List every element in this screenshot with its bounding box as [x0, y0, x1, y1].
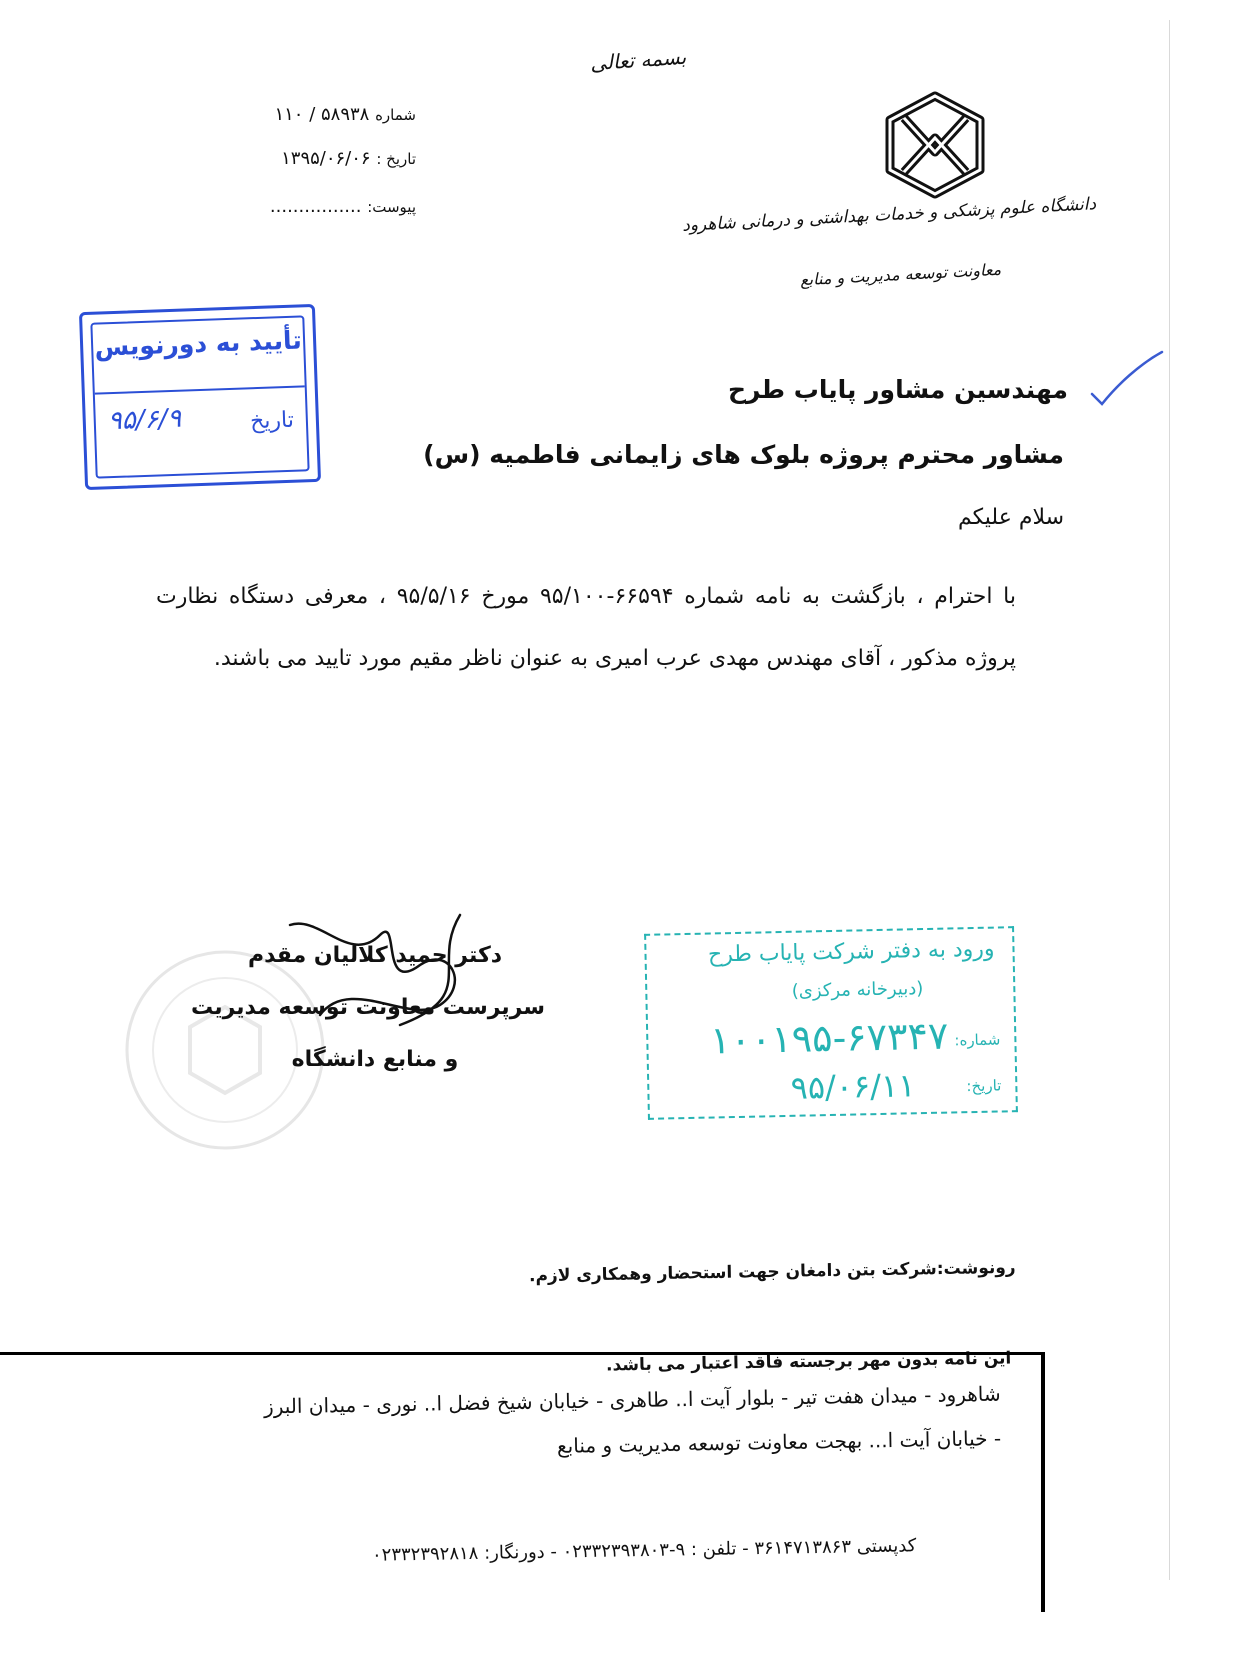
- receipt-stamp-number-label: شماره:: [954, 1030, 1001, 1050]
- approval-stamp: [79, 304, 321, 490]
- approval-stamp-date-label: تاریخ: [249, 407, 295, 435]
- receipt-stamp-line2: (دبیرخانه مرکزی): [791, 978, 924, 1002]
- signatory-title1: سرپرست معاونت توسعه مدیریت: [191, 995, 545, 1020]
- letter-number-label: شماره: [375, 106, 416, 124]
- letter-body: با احترام ، بازگشت به نامه شماره ۶۶۵۹۴-۹۵/۱۰۰ مورخ ۹۵/۵/۱۶ ، معرفی دستگاه نظارت پروژه مذکور ، آقای مهندس مهدی عرب امیری به عنوان ناظر مقیم مورد تایید می باشند.: [156, 584, 1016, 671]
- receipt-stamp-line1: ورود به دفتر شرکت پایاب طرح: [707, 936, 995, 968]
- letter-attachment: [270, 196, 416, 217]
- approval-stamp-date-value: ۹۵/۶/۹: [107, 403, 182, 437]
- receipt-stamp-date-value: ۹۵/۰۶/۱۱: [790, 1066, 916, 1107]
- letter-number: [274, 104, 416, 125]
- recipient-line1: مهندسین مشاور پایاب طرح: [727, 375, 1068, 404]
- university-name: دانشگاه علوم پزشکی و خدمات بهداشتی و درمانی شاهرود: [681, 194, 1097, 236]
- letter-attachment-label: پیوست:: [367, 198, 416, 216]
- signature-block: [191, 930, 545, 1086]
- receipt-stamp-date-label: تاریخ:: [966, 1076, 1002, 1096]
- letter-number-value: ۵۸۹۳۸ / ۱۱۰: [274, 104, 370, 125]
- letter-date-label: تاریخ :: [376, 150, 416, 168]
- letter-date-value: ۱۳۹۵/۰۶/۰۶: [281, 148, 371, 169]
- letter-attachment-value: ................: [269, 196, 362, 217]
- footer-address-line2: - خیابان آیت ا... بهجت معاونت توسعه مدیریت و منابع: [556, 1426, 1002, 1458]
- validity-note: این نامه بدون مهر برجسته فاقد اعتبار می باشد.: [605, 1348, 1012, 1376]
- deputy-name: معاونت توسعه مدیریت و منابع: [799, 259, 1002, 290]
- copy-to: رونوشت:شرکت بتن دامغان جهت استحضار وهمکاری لازم.: [529, 1257, 1017, 1287]
- footer-address-line1: شاهرود - میدان هفت تیر - بلوار آیت ا.. طاهری - خیابان شیخ فضل ا.. نوری - میدان البرز: [264, 1381, 1002, 1419]
- scan-edge-line: [1169, 20, 1170, 1580]
- receipt-stamp: [644, 926, 1018, 1120]
- recipient-line2: مشاور محترم پروژه بلوک های زایمانی فاطمیه (س): [423, 440, 1064, 469]
- approval-stamp-title: تأیید به دورنویس: [94, 325, 303, 362]
- greeting: سلام علیکم: [957, 505, 1064, 530]
- letter-date: [281, 148, 416, 169]
- signatory-name: دکتر حمید کلالیان مقدم: [247, 943, 503, 968]
- university-logo-icon: [880, 90, 990, 200]
- signatory-title2: و منابع دانشگاه: [291, 1047, 459, 1072]
- receipt-stamp-number-value: ۱۰۰۱۹۵-۶۷۳۴۷: [709, 1013, 949, 1063]
- check-mark-icon: [1088, 350, 1166, 410]
- basmala-heading: بسمه تعالی: [589, 44, 687, 76]
- footer-contact: کدپستی ۳۶۱۴۷۱۳۸۶۳ - تلفن : ۹-۰۲۳۳۲۳۹۳۸۰۳ - دورنگار: ۰۲۳۳۲۳۹۲۸۱۸: [371, 1535, 917, 1566]
